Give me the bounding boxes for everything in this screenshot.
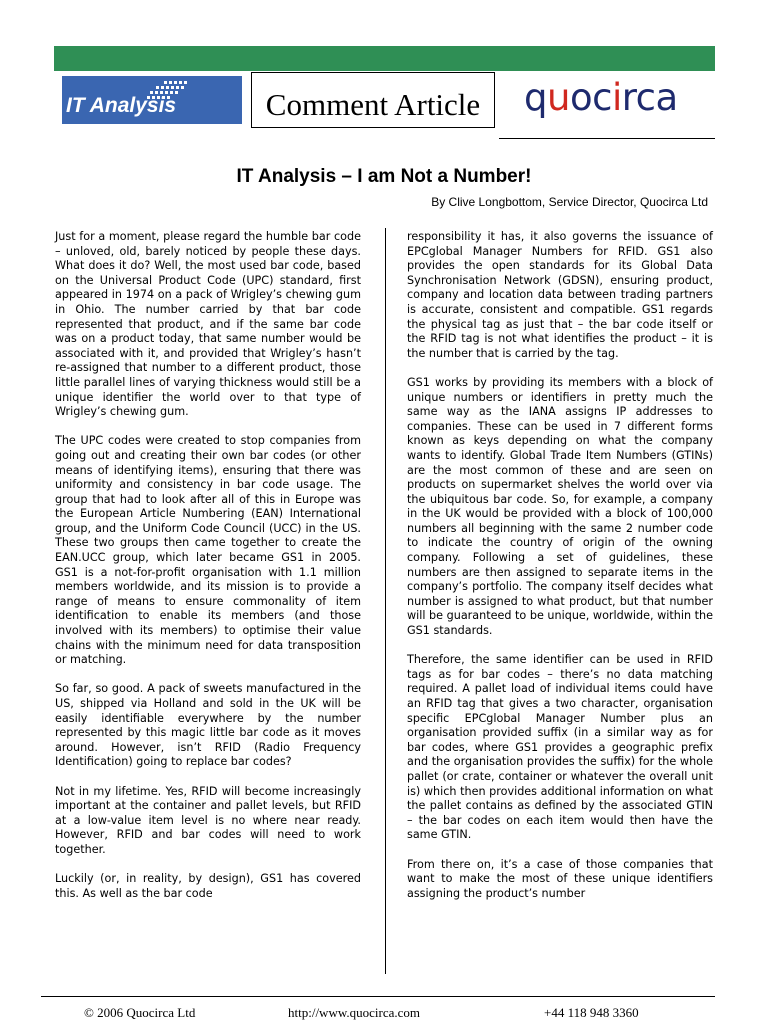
paragraph: So far, so good. A pack of sweets manufactured in the US, shipped via Holland and sold in the UK will be easily identifiable everywhere by the number represented by this magic little bar code as it moves around. However, isn’t RFID (Radio Frequency Identification) going to replace bar codes? [55, 682, 361, 769]
comment-article-box [251, 72, 495, 128]
paragraph: Therefore, the same identifier can be used in RFID tags as for bar codes – there’s no data matching required. A pallet load of individual items could have an RFID tag that gives a two character, organisation specific EPCglobal Manager Number plus an organisation provided suffix (in a similar way as for bar codes, where GS1 provides a geographic prefix and the organisation provides the suffix) for the whole pallet (or crate, container or whatever the overall unit is) which then provides additional information on what the pallet contains as defined by the associated GTIN – the bar codes on each item would then have the same GTIN. [407, 653, 713, 842]
column-divider [385, 228, 386, 974]
header-green-bar [54, 46, 715, 71]
comment-article-label: Comment Article [265, 87, 481, 122]
brand-part-5: rca [621, 76, 678, 119]
brand-part-2: u [547, 76, 570, 119]
paragraph: Not in my lifetime. Yes, RFID will become increasingly important at the container and pallet levels, but RFID at a low-value item level is no where near ready. However, RFID and bar codes will need to work together. [55, 784, 361, 856]
it-analysis-logo [62, 76, 242, 124]
paragraph: GS1 works by providing its members with a block of unique numbers or identifiers in pretty much the same way as the IANA assigns IP addresses to companies. These can be used in 7 different forms known as keys depending on what the company wants to identify. Global Trade Item Numbers (GTINs) are the most common of these and are seen on products on supermarket shelves the world over via the ubiquitous bar code. So, for example, a company in the UK would be provided with a block of 100,000 numbers all beginning with the same 2 number code to indicate the country of origin of the owning company. Following a set of guidelines, these numbers are then assigned to separate items in the company’s portfolio. The company itself decides what number is assigned to what product, but that number will be guaranteed to be unique, worldwide, within the GS1 standards. [407, 375, 713, 638]
paragraph: The UPC codes were created to stop companies from going out and creating their own bar codes (or other means of identifying items), ensuring that there was uniformity and consistency in bar code usage. The group that had to look after all of this in Europe was the European Article Numbering (EAN) International group, and the Uniform Code Council (UCC) in the US. These two groups then came together to create the EAN.UCC group, which later became GS1 in 2005. GS1 is a not-for-profit organisation with 1.1 million members worldwide, and its mission is to provide a range of means to ensure commonality of item identification to enable its members (and those involved with its members) to optimise their value chains with the minimum need for data transposition or matching. [55, 434, 361, 667]
right-column [407, 230, 713, 916]
article-title: IT Analysis – I am Not a Number! [236, 166, 532, 187]
paragraph: Just for a moment, please regard the humble bar code – unloved, old, barely noticed by people these days. What does it do? Well, the most used bar code, based on the Universal Product Code (UPC) standard, first appeared in 1974 on a pack of Wrigley’s chewing gum in Ohio. The number carried by that bar code represented that product, and if the same bar code was on a product today, that same number would be associated with it, and provided that Wrigley’s hasn’t re-assigned that number to a different product, those little parallel lines of varying thickness would still be a unique identifier the world over to that type of Wrigley’s chewing gum. [55, 230, 361, 419]
header-divider [499, 138, 715, 139]
paragraph: responsibility it has, it also governs the issuance of EPCglobal Manager Numbers for RFID. GS1 also provides the open standards for its Global Data Synchronisation Network (GDSN), ensuring product, company and location data between trading partners is accurate, consistent and compatible. GS1 regards the physical tag as just that – the bar code itself or the RFID tag is not what identifies the product – it is the number that is carried by the tag. [407, 230, 713, 360]
footer-divider [41, 996, 715, 997]
quocirca-logo [524, 76, 678, 119]
paragraph: Luckily (or, in reality, by design), GS1 has covered this. As well as the bar code [55, 872, 361, 900]
article-byline: By Clive Longbottom, Service Director, Quocirca Ltd [431, 195, 708, 209]
brand-part-4: i [611, 76, 622, 119]
footer-copyright: © 2006 Quocirca Ltd [84, 1005, 196, 1020]
paragraph: From there on, it’s a case of those companies that want to make the most of these unique identifiers assigning the product’s number [407, 857, 713, 900]
brand-part-1: q [524, 76, 547, 119]
footer-url[interactable]: http://www.quocirca.com [288, 1005, 421, 1020]
footer-phone: +44 118 948 3360 [544, 1005, 639, 1020]
logo-text: IT Analysis [66, 94, 177, 117]
brand-part-3: oc [569, 76, 612, 119]
left-column [55, 230, 361, 916]
